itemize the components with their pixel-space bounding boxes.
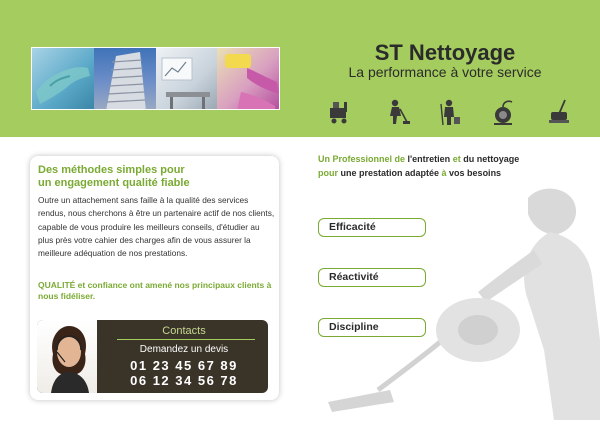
company-name: ST Nettoyage [374,40,516,65]
company-tagline: La performance à votre service [348,64,542,80]
photo-strip [31,47,280,110]
operator-photo [37,320,97,393]
value-reactivite: Réactivité [318,268,426,287]
janitor-icon [437,98,463,126]
service-icons-row [327,98,577,126]
intro-part: Un Professionnel de [318,154,408,164]
intro-part: et [450,154,464,164]
value-efficacite: Efficacité [318,218,426,237]
cleaning-cart-icon [327,98,353,126]
vacuum-cleaner-icon [490,98,516,126]
intro-part: vos besoins [446,168,502,178]
intro-part: l'entretien [407,154,451,164]
floor-machine-icon [547,98,573,126]
phone-number-landline[interactable]: 01 23 45 67 89 [130,358,238,373]
worker-mopping-icon [385,98,411,126]
card-highlight-text: QUALITÉ et confiance ont amené nos principaux clients à nous fidéliser. [38,280,272,301]
card-heading [38,164,273,190]
phone-number-mobile[interactable]: 06 12 34 56 78 [130,373,238,388]
window-cleaning-photo [217,48,279,109]
card-heading-line: un engagement qualité fiable [38,177,190,189]
vacuum-cleaning-illustration [318,180,600,420]
contact-divider [117,339,255,340]
building-photo [94,48,156,109]
gloved-hand-photo [32,48,94,109]
intro-part: à [441,168,447,178]
intro-part: du nettoyage [463,154,520,164]
intro-part: pour [318,168,338,178]
intro-statement [318,152,588,180]
intro-part: une prestation adaptée [338,168,442,178]
contact-title: Contacts [162,325,206,337]
contact-box [37,320,268,393]
quote-request-text: Demandez un devis [139,344,229,355]
office-photo [156,48,218,109]
value-discipline: Discipline [318,318,426,337]
card-body-text: Outre un attachement sans faille à la qualité des services rendus, nous cherchons à être un partenaire actif de nos clients, capable de vous produire les meilleurs conseils, d'étudier au plus près votre cahier des charges afin de vous assurer la meilleure adéquation de nos prestations. [38,195,275,259]
card-heading-line: Des méthodes simples pour [38,164,185,176]
